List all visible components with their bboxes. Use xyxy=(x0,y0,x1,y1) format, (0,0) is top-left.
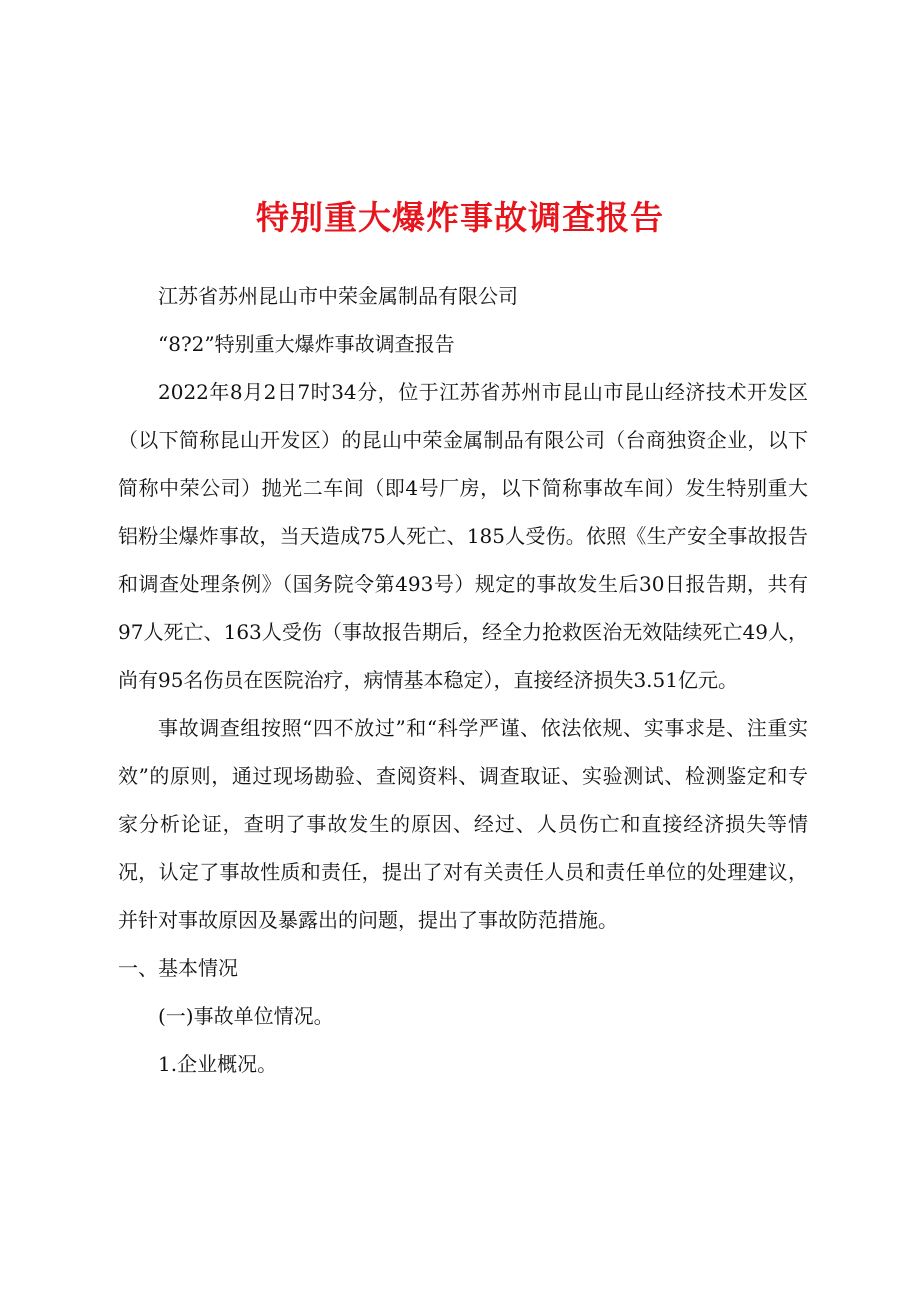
accident-summary-paragraph: 2022年8月2日7时34分，位于江苏省苏州市昆山市昆山经济技术开发区（以下简称昆山开发区）的昆山中荣金属制品有限公司（台商独资企业，以下简称中荣公司）抛光二车间（即4号厂房，以下简称事故车间）发生特别重大铝粉尘爆炸事故，当天造成75人死亡、185人受伤。依照《生产安全事故报告和调查处理条例》（国务院令第493号）规定的事故发生后30日报告期，共有97人死亡、163人受伤（事故报告期后，经全力抢救医治无效陆续死亡49人，尚有95名伤员在医院治疗，病情基本稳定），直接经济损失3.51亿元。 xyxy=(118,380,808,692)
item-heading-company-overview: 1.企业概况。 xyxy=(158,1052,278,1076)
subsection-heading-unit-info: (一)事故单位情况。 xyxy=(158,1004,334,1028)
section-heading-basic-info: 一、基本情况 xyxy=(118,956,238,980)
document-body xyxy=(118,272,808,1088)
investigation-paragraph: 事故调查组按照“四不放过”和“科学严谨、依法依规、实事求是、注重实效”的原则，通过现场勘验、查阅资料、调查取证、实验测试、检测鉴定和专家分析论证，查明了事故发生的原因、经过、人员伤亡和直接经济损失等情况，认定了事故性质和责任，提出了对有关责任人员和责任单位的处理建议，并针对事故原因及暴露出的问题，提出了事故防范措施。 xyxy=(118,716,808,932)
document-title: 特别重大爆炸事故调查报告 xyxy=(256,198,664,237)
report-subtitle-line: “8?2”特别重大爆炸事故调查报告 xyxy=(158,332,455,356)
company-name-line: 江苏省苏州昆山市中荣金属制品有限公司 xyxy=(158,284,518,308)
